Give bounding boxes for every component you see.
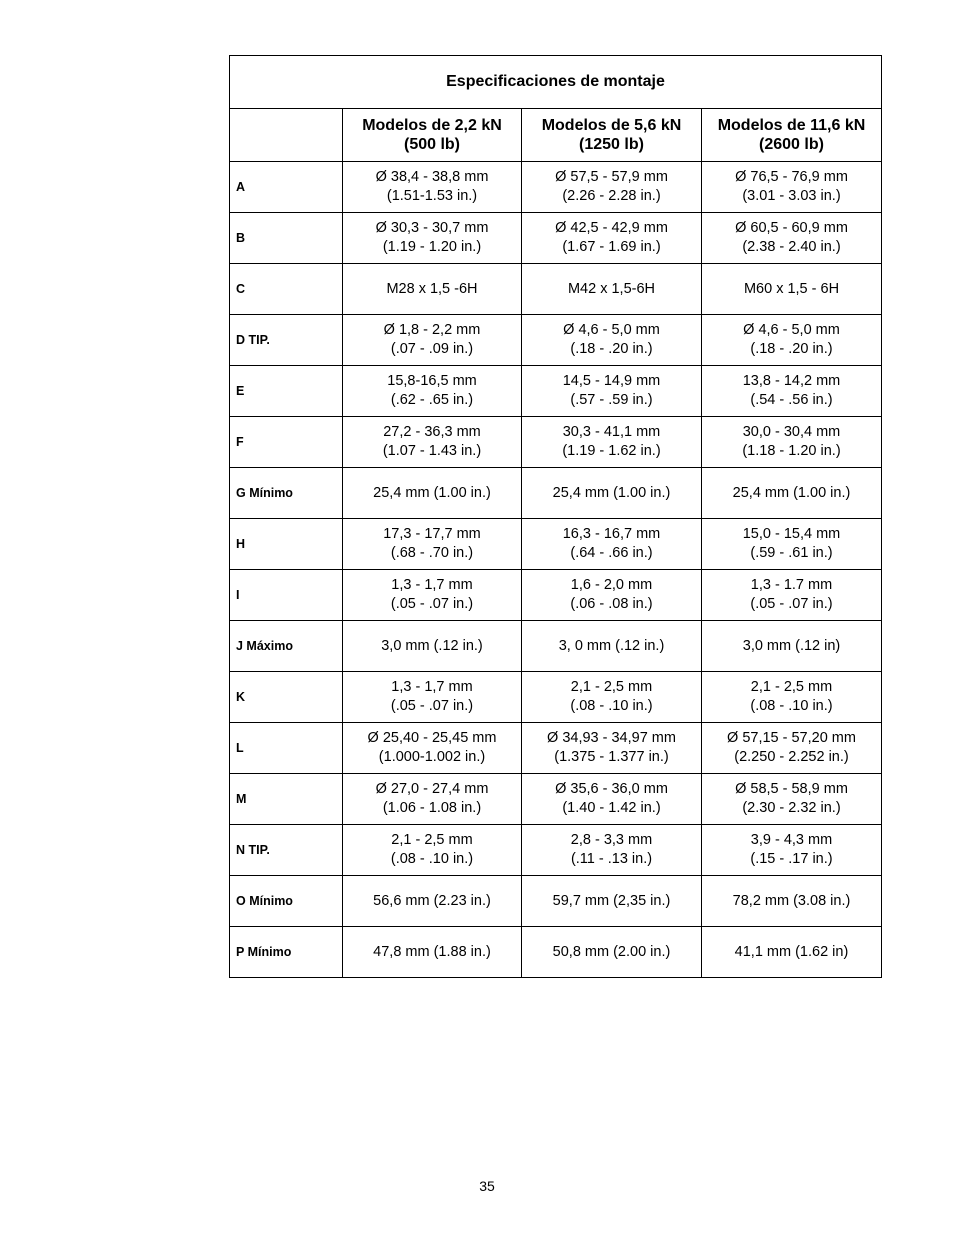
row-label: N TIP. — [230, 825, 343, 876]
spec-cell-line: 2,1 - 2,5 mm — [391, 832, 473, 848]
column-header-line: Modelos de 5,6 kN — [541, 117, 682, 134]
spec-cell — [522, 876, 702, 927]
spec-cell-line: 3,0 mm (.12 in.) — [381, 637, 483, 654]
table-row — [230, 621, 882, 672]
spec-cell — [343, 774, 522, 825]
spec-cell-line: Ø 27,0 - 27,4 mm — [375, 781, 489, 797]
spec-cell-line: M42 x 1,5-6H — [567, 280, 656, 297]
spec-cell-line: (.62 - .65 in.) — [390, 392, 474, 408]
spec-cell — [343, 468, 522, 519]
row-label: M — [230, 774, 343, 825]
row-label: O Mínimo — [230, 876, 343, 927]
spec-cell-line: 17,3 - 17,7 mm — [383, 526, 481, 542]
table-row — [230, 774, 882, 825]
spec-cell — [343, 825, 522, 876]
spec-cell-line: Ø 57,5 - 57,9 mm — [555, 169, 668, 185]
spec-cell-line: 1,3 - 1,7 mm — [391, 577, 473, 593]
spec-cell — [343, 519, 522, 570]
spec-cell — [702, 672, 882, 723]
row-label: E — [230, 366, 343, 417]
column-header-line: (1250 lb) — [579, 136, 644, 153]
row-label: L — [230, 723, 343, 774]
spec-cell-line: 30,3 - 41,1 mm — [562, 424, 661, 440]
spec-cell-line: 1,3 - 1,7 mm — [391, 679, 473, 695]
spec-cell — [522, 825, 702, 876]
spec-cell-line: (.08 - .10 in.) — [570, 698, 653, 714]
column-header-line: (2600 lb) — [759, 136, 824, 153]
spec-cell-line: (.07 - .09 in.) — [390, 341, 474, 357]
table-title: Especificaciones de montaje — [230, 56, 882, 109]
spec-cell — [702, 825, 882, 876]
spec-cell-line: 25,4 mm (1.00 in.) — [732, 484, 851, 501]
spec-cell-line: M60 x 1,5 - 6H — [743, 280, 840, 297]
spec-cell-line: 41,1 mm (1.62 in) — [734, 943, 849, 960]
spec-cell — [702, 213, 882, 264]
spec-cell — [702, 417, 882, 468]
spec-cell-line: 3, 0 mm (.12 in.) — [558, 637, 665, 654]
spec-cell-line: (2.250 - 2.252 in.) — [734, 749, 849, 765]
spec-cell — [522, 213, 702, 264]
spec-cell — [522, 672, 702, 723]
spec-cell — [522, 315, 702, 366]
row-label: I — [230, 570, 343, 621]
table-row — [230, 468, 882, 519]
table-row — [230, 672, 882, 723]
spec-cell — [522, 468, 702, 519]
spec-cell-line: (1.07 - 1.43 in.) — [382, 443, 482, 459]
spec-cell — [702, 162, 882, 213]
spec-cell-line: (.05 - .07 in.) — [750, 596, 833, 612]
spec-cell-line: Ø 25,40 - 25,45 mm — [367, 730, 497, 746]
table-row — [230, 519, 882, 570]
spec-cell-line: (.08 - .10 in.) — [390, 851, 474, 867]
spec-cell-line: 50,8 mm (2.00 in.) — [552, 943, 671, 960]
table-row — [230, 213, 882, 264]
spec-cell — [702, 927, 882, 978]
spec-cell-line: 56,6 mm (2.23 in.) — [373, 892, 491, 909]
spec-cell — [522, 774, 702, 825]
spec-cell-line: 16,3 - 16,7 mm — [562, 526, 661, 542]
spec-cell-line: (1.19 - 1.62 in.) — [562, 443, 661, 459]
spec-cell-line: (.18 - .20 in.) — [570, 341, 653, 357]
spec-cell-line: Ø 76,5 - 76,9 mm — [735, 169, 848, 185]
spec-cell-line: 27,2 - 36,3 mm — [383, 424, 481, 440]
row-label: P Mínimo — [230, 927, 343, 978]
spec-table-body — [230, 56, 882, 978]
page-number: 35 — [479, 1178, 495, 1194]
spec-cell — [343, 315, 522, 366]
column-header-line: (500 lb) — [403, 136, 460, 153]
spec-cell-line: 2,8 - 3,3 mm — [570, 832, 653, 848]
spec-cell-line: 13,8 - 14,2 mm — [742, 373, 841, 389]
row-label: C — [230, 264, 343, 315]
spec-cell-line: (1.67 - 1.69 in.) — [562, 239, 661, 255]
spec-cell-line: 1,6 - 2,0 mm — [570, 577, 653, 593]
row-label: J Máximo — [230, 621, 343, 672]
spec-cell — [522, 621, 702, 672]
spec-cell-line: 25,4 mm (1.00 in.) — [373, 484, 491, 501]
spec-cell — [522, 162, 702, 213]
spec-cell — [522, 264, 702, 315]
spec-cell — [522, 417, 702, 468]
spec-cell-line: 15,0 - 15,4 mm — [742, 526, 841, 542]
spec-cell — [702, 723, 882, 774]
spec-cell-line: (.64 - .66 in.) — [570, 545, 653, 561]
spec-cell — [343, 672, 522, 723]
spec-cell-line: Ø 42,5 - 42,9 mm — [555, 220, 668, 236]
spec-cell-line: Ø 35,6 - 36,0 mm — [555, 781, 668, 797]
spec-cell-line: 2,1 - 2,5 mm — [750, 679, 833, 695]
spec-cell-line: Ø 58,5 - 58,9 mm — [735, 781, 848, 797]
table-row — [230, 417, 882, 468]
spec-cell — [702, 570, 882, 621]
table-row — [230, 876, 882, 927]
spec-cell-line: (1.19 - 1.20 in.) — [382, 239, 482, 255]
spec-cell — [343, 621, 522, 672]
spec-cell — [702, 519, 882, 570]
table-title-row — [230, 56, 882, 109]
row-label: F — [230, 417, 343, 468]
spec-cell-line: (2.30 - 2.32 in.) — [742, 800, 841, 816]
row-label: D TIP. — [230, 315, 343, 366]
spec-cell — [343, 723, 522, 774]
spec-cell-line: Ø 30,3 - 30,7 mm — [375, 220, 489, 236]
spec-cell — [522, 927, 702, 978]
spec-cell — [343, 570, 522, 621]
spec-cell-line: (.68 - .70 in.) — [390, 545, 474, 561]
spec-cell-line: (1.000-1.002 in.) — [378, 749, 486, 765]
spec-cell — [343, 876, 522, 927]
row-label: A — [230, 162, 343, 213]
spec-cell — [702, 621, 882, 672]
spec-cell-line: Ø 1,8 - 2,2 mm — [383, 322, 481, 338]
spec-cell-line: Ø 4,6 - 5,0 mm — [563, 322, 660, 338]
spec-cell-line: 47,8 mm (1.88 in.) — [373, 943, 491, 960]
spec-cell-line: 59,7 mm (2,35 in.) — [552, 892, 671, 909]
spec-cell-line: 1,3 - 1.7 mm — [750, 577, 833, 593]
spec-cell-line: (3.01 - 3.03 in.) — [742, 188, 841, 204]
spec-cell-line: 30,0 - 30,4 mm — [742, 424, 841, 440]
column-header-2-2kn — [343, 109, 522, 162]
header-empty-cell — [230, 109, 343, 162]
table-row — [230, 570, 882, 621]
table-row — [230, 264, 882, 315]
spec-cell — [522, 723, 702, 774]
spec-cell-line: (.59 - .61 in.) — [750, 545, 833, 561]
spec-cell — [343, 264, 522, 315]
table-row — [230, 927, 882, 978]
spec-cell — [702, 315, 882, 366]
spec-cell-line: 14,5 - 14,9 mm — [562, 373, 661, 389]
table-row — [230, 162, 882, 213]
spec-cell-line: (1.375 - 1.377 in.) — [554, 749, 669, 765]
spec-cell — [522, 570, 702, 621]
spec-cell-line: 3,0 mm (.12 in) — [742, 637, 841, 654]
spec-cell — [702, 774, 882, 825]
spec-cell — [702, 366, 882, 417]
spec-cell-line: 2,1 - 2,5 mm — [570, 679, 653, 695]
spec-cell-line: Ø 60,5 - 60,9 mm — [735, 220, 848, 236]
spec-cell-line: 78,2 mm (3.08 in.) — [732, 892, 851, 909]
spec-cell-line: 15,8-16,5 mm — [387, 373, 477, 389]
spec-cell — [702, 468, 882, 519]
column-header-5-6kn — [522, 109, 702, 162]
row-label: B — [230, 213, 343, 264]
spec-cell-line: Ø 57,15 - 57,20 mm — [727, 730, 856, 746]
spec-table — [229, 55, 882, 978]
spec-cell-line: (.05 - .07 in.) — [390, 698, 474, 714]
spec-cell-line: (.18 - .20 in.) — [750, 341, 833, 357]
spec-cell — [702, 876, 882, 927]
column-header-11-6kn — [702, 109, 882, 162]
spec-cell-line: (1.18 - 1.20 in.) — [742, 443, 841, 459]
spec-cell-line: (.54 - .56 in.) — [750, 392, 833, 408]
row-label: K — [230, 672, 343, 723]
table-row — [230, 825, 882, 876]
spec-cell-line: (.11 - .13 in.) — [570, 851, 653, 867]
row-label: H — [230, 519, 343, 570]
spec-cell-line: M28 x 1,5 -6H — [386, 280, 478, 297]
table-header-row — [230, 109, 882, 162]
table-row — [230, 315, 882, 366]
spec-cell-line: (1.51-1.53 in.) — [386, 188, 478, 204]
spec-cell — [343, 927, 522, 978]
spec-cell — [343, 213, 522, 264]
spec-cell-line: (2.38 - 2.40 in.) — [742, 239, 841, 255]
spec-cell-line: 25,4 mm (1.00 in.) — [552, 484, 671, 501]
row-label: G Mínimo — [230, 468, 343, 519]
spec-cell — [343, 366, 522, 417]
spec-cell — [522, 519, 702, 570]
column-header-line: Modelos de 11,6 kN — [717, 117, 866, 134]
spec-cell-line: (1.40 - 1.42 in.) — [562, 800, 661, 816]
spec-cell — [343, 417, 522, 468]
table-row — [230, 366, 882, 417]
column-header-line: Modelos de 2,2 kN — [362, 117, 502, 134]
spec-cell-line: Ø 38,4 - 38,8 mm — [375, 169, 489, 185]
spec-cell-line: Ø 4,6 - 5,0 mm — [743, 322, 840, 338]
spec-cell-line: (.06 - .08 in.) — [570, 596, 653, 612]
spec-cell-line: (2.26 - 2.28 in.) — [562, 188, 661, 204]
spec-cell-line: (.08 - .10 in.) — [750, 698, 833, 714]
spec-cell-line: (.15 - .17 in.) — [750, 851, 833, 867]
spec-cell — [702, 264, 882, 315]
spec-cell-line: (.05 - .07 in.) — [390, 596, 474, 612]
spec-cell — [343, 162, 522, 213]
spec-cell-line: Ø 34,93 - 34,97 mm — [547, 730, 676, 746]
table-row — [230, 723, 882, 774]
spec-cell-line: 3,9 - 4,3 mm — [750, 832, 833, 848]
spec-cell — [522, 366, 702, 417]
spec-cell-line: (.57 - .59 in.) — [570, 392, 653, 408]
spec-cell-line: (1.06 - 1.08 in.) — [382, 800, 482, 816]
